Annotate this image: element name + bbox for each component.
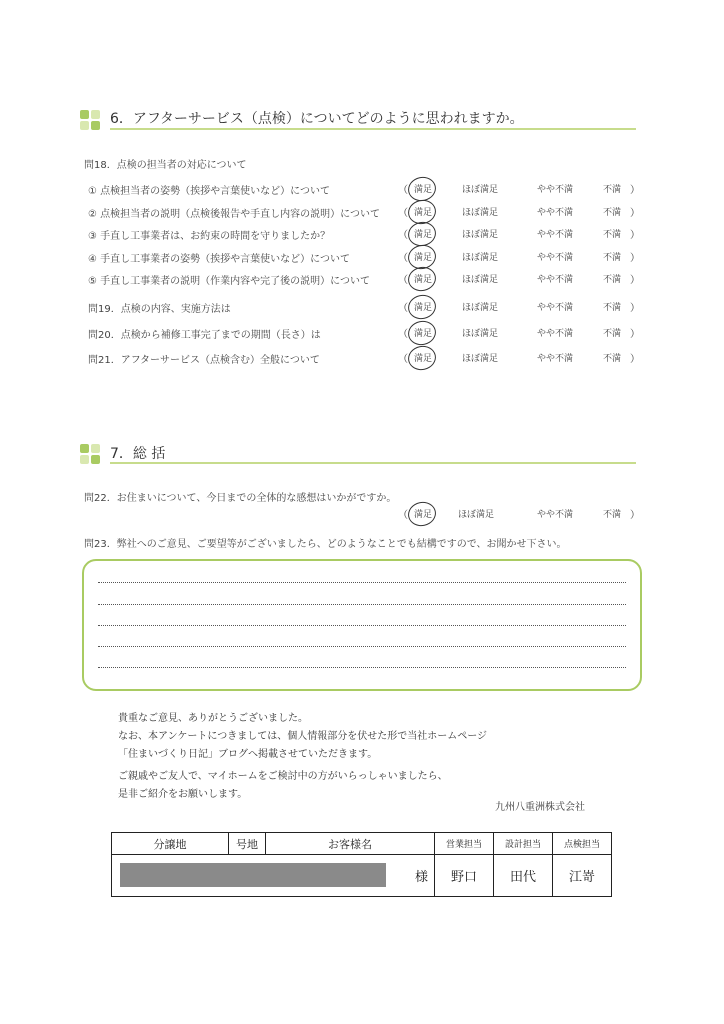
section-icon: [80, 110, 102, 132]
header-subdivision: 分譲地: [112, 833, 229, 855]
close-paren: ）: [630, 329, 640, 340]
option-mostly-satisfied: ほぼ満足: [462, 329, 499, 339]
option-slightly-dissatisfied: やや不満: [537, 230, 574, 240]
option-satisfied: 満足: [414, 230, 433, 240]
option-mostly-satisfied: ほぼ満足: [462, 230, 499, 240]
open-paren: （: [398, 303, 408, 314]
open-paren: （: [398, 354, 408, 365]
option-mostly-satisfied: ほぼ満足: [462, 185, 499, 195]
q22-selection-circle: [406, 499, 438, 528]
selection-circle: [406, 292, 438, 321]
section6-underline: [110, 128, 636, 130]
open-paren: （: [398, 230, 408, 241]
q23-text: 問23．弊社へのご意見、ご要望等がございましたら、どのようなことでも結構ですので、お聞かせ下さい。: [84, 539, 567, 550]
question-text: 問21．アフターサービス（点検含む）全般について: [88, 355, 320, 366]
q22-close-paren: ）: [630, 510, 640, 521]
option-satisfied: 満足: [414, 253, 433, 263]
open-paren: （: [398, 185, 408, 196]
close-paren: ）: [630, 185, 640, 196]
option-dissatisfied: 不満: [603, 275, 622, 285]
option-slightly-dissatisfied: やや不満: [537, 329, 574, 339]
design-person: 田代: [494, 855, 553, 897]
q22-open-paren: （: [398, 510, 408, 521]
option-slightly-dissatisfied: やや不満: [537, 275, 574, 285]
question-text: ⑤ 手直し工事業者の説明（作業内容や完了後の説明）について: [88, 276, 370, 287]
customer-name-cell: [112, 855, 435, 897]
closing-line-2: なお、本アンケートにつきましては、個人情報部分を伏せた形で当社ホームページ: [118, 731, 487, 742]
q22-option-dissatisfied: 不満: [603, 510, 622, 520]
question-text: 問20．点検から補修工事完了までの期間（長さ）は: [88, 330, 321, 341]
selection-circle: [406, 343, 438, 372]
option-dissatisfied: 不満: [603, 329, 622, 339]
header-sales: 営業担当: [435, 833, 494, 855]
open-paren: （: [398, 329, 408, 340]
question-text: ③ 手直し工事業者は、お約束の時間を守りましたか？: [88, 231, 331, 242]
header-design: 設計担当: [494, 833, 553, 855]
header-inspection: 点検担当: [553, 833, 612, 855]
open-paren: （: [398, 275, 408, 286]
option-mostly-satisfied: ほぼ満足: [462, 253, 499, 263]
question-text: ④ 手直し工事業者の姿勢（挨拶や言葉使いなど）について: [88, 254, 350, 265]
close-paren: ）: [630, 275, 640, 286]
honorific: 様: [414, 870, 428, 885]
q22-text: 問22．お住まいについて、今日までの全体的な感想はいかがですか。: [84, 493, 397, 504]
option-slightly-dissatisfied: やや不満: [537, 208, 574, 218]
q22-option-mostly: ほぼ満足: [458, 510, 495, 520]
close-paren: ）: [630, 303, 640, 314]
comment-box[interactable]: [82, 559, 642, 691]
closing-line-4: ご親戚やご友人で、マイホームをご検討中の方がいらっしゃいましたら、: [118, 771, 448, 782]
option-dissatisfied: 不満: [603, 185, 622, 195]
option-dissatisfied: 不満: [603, 354, 622, 364]
option-satisfied: 満足: [414, 185, 433, 195]
comment-line: [98, 667, 626, 668]
section7-underline: [110, 462, 636, 464]
q22-option-slightly-dissatisfied: やや不満: [537, 510, 574, 520]
option-slightly-dissatisfied: やや不満: [537, 303, 574, 313]
option-satisfied: 満足: [414, 354, 433, 364]
closing-line-3: 「住まいづくり日記」ブログへ掲載させていただきます。: [118, 749, 378, 760]
open-paren: （: [398, 208, 408, 219]
closing-line-5: 是非ご紹介をお願いします。: [118, 789, 248, 800]
option-dissatisfied: 不満: [603, 208, 622, 218]
company-name: 九州八重洲株式会社: [495, 802, 585, 813]
close-paren: ）: [630, 253, 640, 264]
option-slightly-dissatisfied: やや不満: [537, 253, 574, 263]
section7-title: 7．総 括: [110, 446, 166, 462]
close-paren: ）: [630, 354, 640, 365]
header-lot-number: 号地: [229, 833, 266, 855]
option-mostly-satisfied: ほぼ満足: [462, 354, 499, 364]
option-dissatisfied: 不満: [603, 230, 622, 240]
comment-line: [98, 604, 626, 605]
section6-title: 6．アフターサービス（点検）についてどのように思われますか。: [110, 111, 524, 127]
option-dissatisfied: 不満: [603, 253, 622, 263]
option-satisfied: 満足: [414, 208, 433, 218]
selection-circle: [406, 264, 438, 293]
redacted-block: [120, 863, 386, 887]
question-text: 問19．点検の内容、実施方法は: [88, 304, 231, 315]
question-text: ① 点検担当者の姿勢（挨拶や言葉使いなど）について: [88, 186, 330, 197]
customer-info-table: [111, 832, 612, 897]
option-mostly-satisfied: ほぼ満足: [462, 275, 499, 285]
option-satisfied: 満足: [414, 303, 433, 313]
option-dissatisfied: 不満: [603, 303, 622, 313]
header-customer-name: お客様名: [266, 833, 435, 855]
q22-option-satisfied: 満足: [414, 510, 433, 520]
inspection-person: 江嵜: [553, 855, 612, 897]
comment-line: [98, 582, 626, 583]
option-satisfied: 満足: [414, 275, 433, 285]
option-mostly-satisfied: ほぼ満足: [462, 208, 499, 218]
option-slightly-dissatisfied: やや不満: [537, 354, 574, 364]
open-paren: （: [398, 253, 408, 264]
section-icon: [80, 444, 102, 466]
q18-header: 問18．点検の担当者の対応について: [84, 160, 247, 171]
question-text: ② 点検担当者の説明（点検後報告や手直し内容の説明）について: [88, 209, 380, 220]
close-paren: ）: [630, 230, 640, 241]
option-satisfied: 満足: [414, 329, 433, 339]
option-mostly-satisfied: ほぼ満足: [462, 303, 499, 313]
comment-line: [98, 625, 626, 626]
sales-person: 野口: [435, 855, 494, 897]
comment-line: [98, 646, 626, 647]
option-slightly-dissatisfied: やや不満: [537, 185, 574, 195]
selection-circle: [406, 318, 438, 347]
close-paren: ）: [630, 208, 640, 219]
closing-line-1: 貴重なご意見、ありがとうございました。: [118, 713, 308, 724]
